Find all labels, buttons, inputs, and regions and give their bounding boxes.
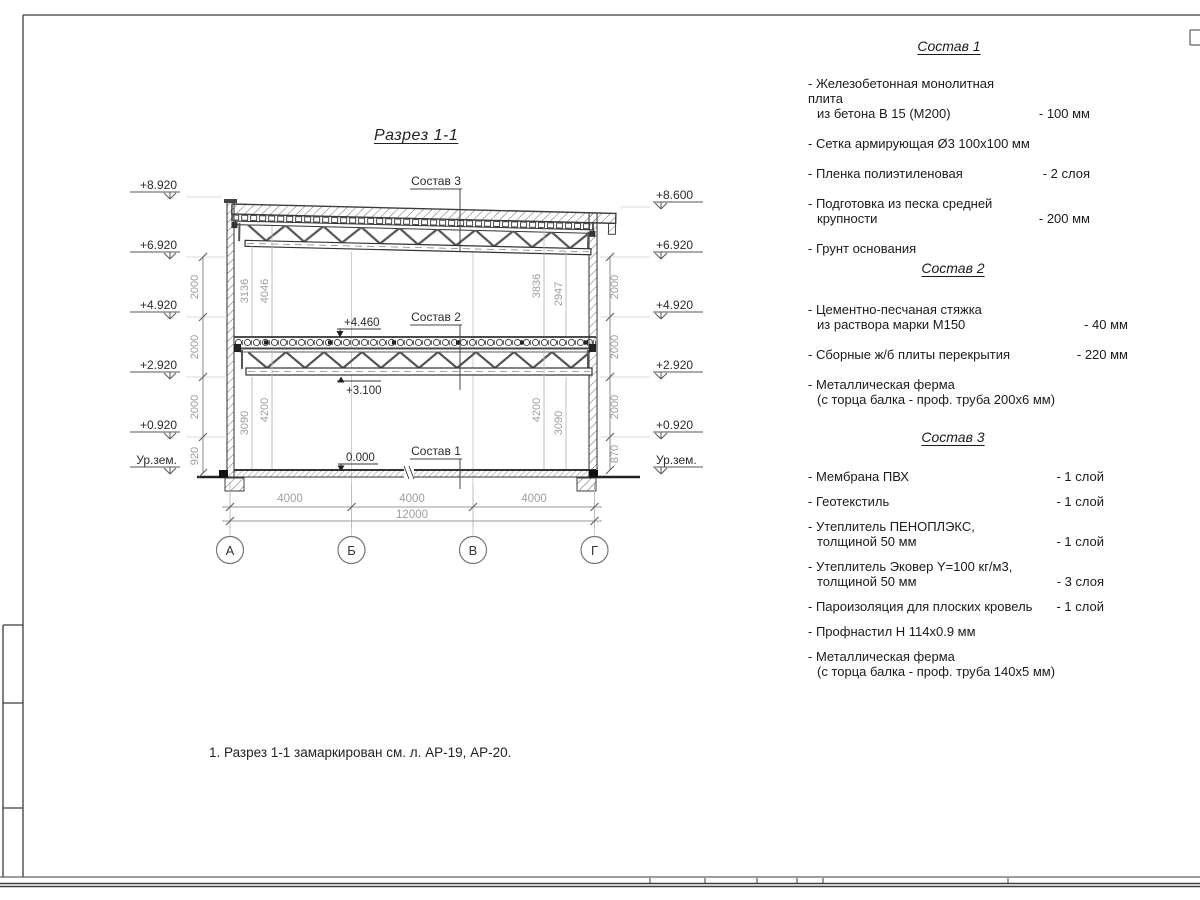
dim-left-chain-0: 2000	[189, 274, 201, 300]
label-sostav-3: Состав 3	[411, 174, 461, 188]
dim-left-chain-3: 920	[189, 446, 201, 466]
floor-truss-top-chord	[240, 349, 590, 352]
elevation-right-5: Ур.зем.	[656, 453, 697, 467]
roof-fascia	[608, 223, 615, 234]
elevation-left-4: +0.920	[139, 418, 177, 432]
drawing-title: Разрез 1-1	[374, 127, 459, 144]
elevation-right-2: +4.920	[656, 298, 694, 312]
label-sostav-1: Состав 1	[411, 444, 461, 458]
list-item: - Подготовка из песка средней крупности - 200 мм	[808, 196, 1090, 226]
dim-right-lower-0: 4200	[531, 397, 543, 423]
sheet-note: 1. Разрез 1-1 замаркирован см. л. АР-19, АР-20.	[209, 745, 512, 760]
dim-span-2: 4000	[521, 493, 547, 505]
elevation-right-4: +0.920	[656, 418, 694, 432]
list-item: - Цементно-песчаная стяжка из раствора марки М150 - 40 мм	[808, 302, 1128, 332]
title-block-ticks	[650, 878, 1008, 883]
composition-3-title: Состав 3	[921, 429, 985, 445]
elevation-left-3: +2.920	[139, 358, 177, 372]
list-item: - Пленка полиэтиленовая - 2 слоя	[808, 166, 1090, 181]
axis-bubbles	[217, 537, 609, 564]
composition-2-title: Состав 2	[921, 260, 985, 276]
dim-left-upper-1: 4046	[259, 278, 271, 304]
axis-label-2: В	[468, 543, 478, 558]
left-wall	[227, 202, 234, 477]
dim-left-chain-1: 2000	[189, 334, 201, 360]
elevation-left-2: +4.920	[139, 298, 177, 312]
dim-left-lower-1: 4200	[259, 397, 271, 423]
foundation-left	[225, 478, 244, 491]
list-item: - Сборные ж/б плиты перекрытия - 220 мм	[808, 347, 1128, 362]
list-item: - Утеплитель ПЕНОПЛЭКС, толщиной 50 мм - 1 слой	[808, 519, 1104, 549]
dim-right-chain-1: 2000	[609, 334, 621, 360]
label-sostav-2: Состав 2	[411, 310, 461, 324]
dim-left-upper-0: 3136	[239, 278, 251, 304]
list-item: - Пароизоляция для плоских кровель - 1 слой	[808, 599, 1104, 614]
corner-box	[1190, 30, 1200, 45]
dim-span-0: 4000	[277, 493, 303, 505]
list-item: - Сетка армирующая Ø3 100х100 мм	[808, 136, 1030, 151]
axis-label-3: Г	[590, 543, 599, 558]
roof-assembly	[231, 204, 616, 255]
dim-total: 12000	[396, 509, 428, 521]
composition-block-3	[808, 429, 1104, 689]
floor-truss-web	[248, 352, 588, 368]
axis-label-0: А	[225, 543, 235, 558]
dim-span-1: 4000	[399, 493, 425, 505]
list-item: - Утеплитель Эковер Y=100 кг/м3, толщиной 50 мм - 3 слоя	[808, 559, 1104, 589]
elevation-left-5: Ур.зем.	[136, 453, 177, 467]
list-item: - Грунт основания	[808, 241, 917, 256]
dim-right-lower-1: 3090	[553, 410, 565, 436]
level-mark-floor-top: +4.460	[344, 317, 380, 329]
floor-assembly	[234, 337, 596, 375]
elevation-right-3: +2.920	[656, 358, 694, 372]
dim-left-lower-0: 3090	[239, 410, 251, 436]
composition-block-1	[808, 38, 1090, 271]
list-item: - Металлическая ферма (с торца балка - проф. труба 140х5 мм)	[808, 649, 1056, 679]
level-mark-truss-bottom: +3.100	[346, 385, 382, 397]
list-item: - Металлическая ферма (с торца балка - проф. труба 200х6 мм)	[808, 377, 1056, 407]
dim-right-chain-2: 2000	[609, 394, 621, 420]
composition-block-2	[808, 260, 1128, 422]
list-item: - Профнастил Н 114х0.9 мм	[808, 624, 976, 639]
elevation-left-0: +8.920	[139, 178, 177, 192]
foundation-right	[577, 478, 596, 491]
ground-slab	[197, 466, 640, 491]
composition-1-title: Состав 1	[917, 38, 981, 54]
elevation-left-1: +6.920	[139, 238, 177, 252]
elevation-right-0: +8.600	[656, 188, 694, 202]
axis-label-1: Б	[347, 543, 356, 558]
list-item: - Мембрана ПВХ - 1 слой	[808, 469, 1104, 484]
dim-right-upper-1: 2947	[553, 281, 565, 307]
list-item: - Железобетонная монолитная плита из бетона В 15 (М200) - 100 мм	[808, 76, 1090, 121]
level-mark-zero: 0.000	[346, 452, 375, 464]
dim-right-upper-0: 3836	[531, 273, 543, 299]
list-item: - Геотекстиль - 1 слой	[808, 494, 1104, 509]
dim-left-chain-2: 2000	[189, 394, 201, 420]
dim-right-chain-3: 870	[609, 444, 621, 464]
dim-right-chain-0: 2000	[609, 274, 621, 300]
bottom-dimensions	[222, 485, 602, 528]
elevation-right-1: +6.920	[656, 238, 694, 252]
